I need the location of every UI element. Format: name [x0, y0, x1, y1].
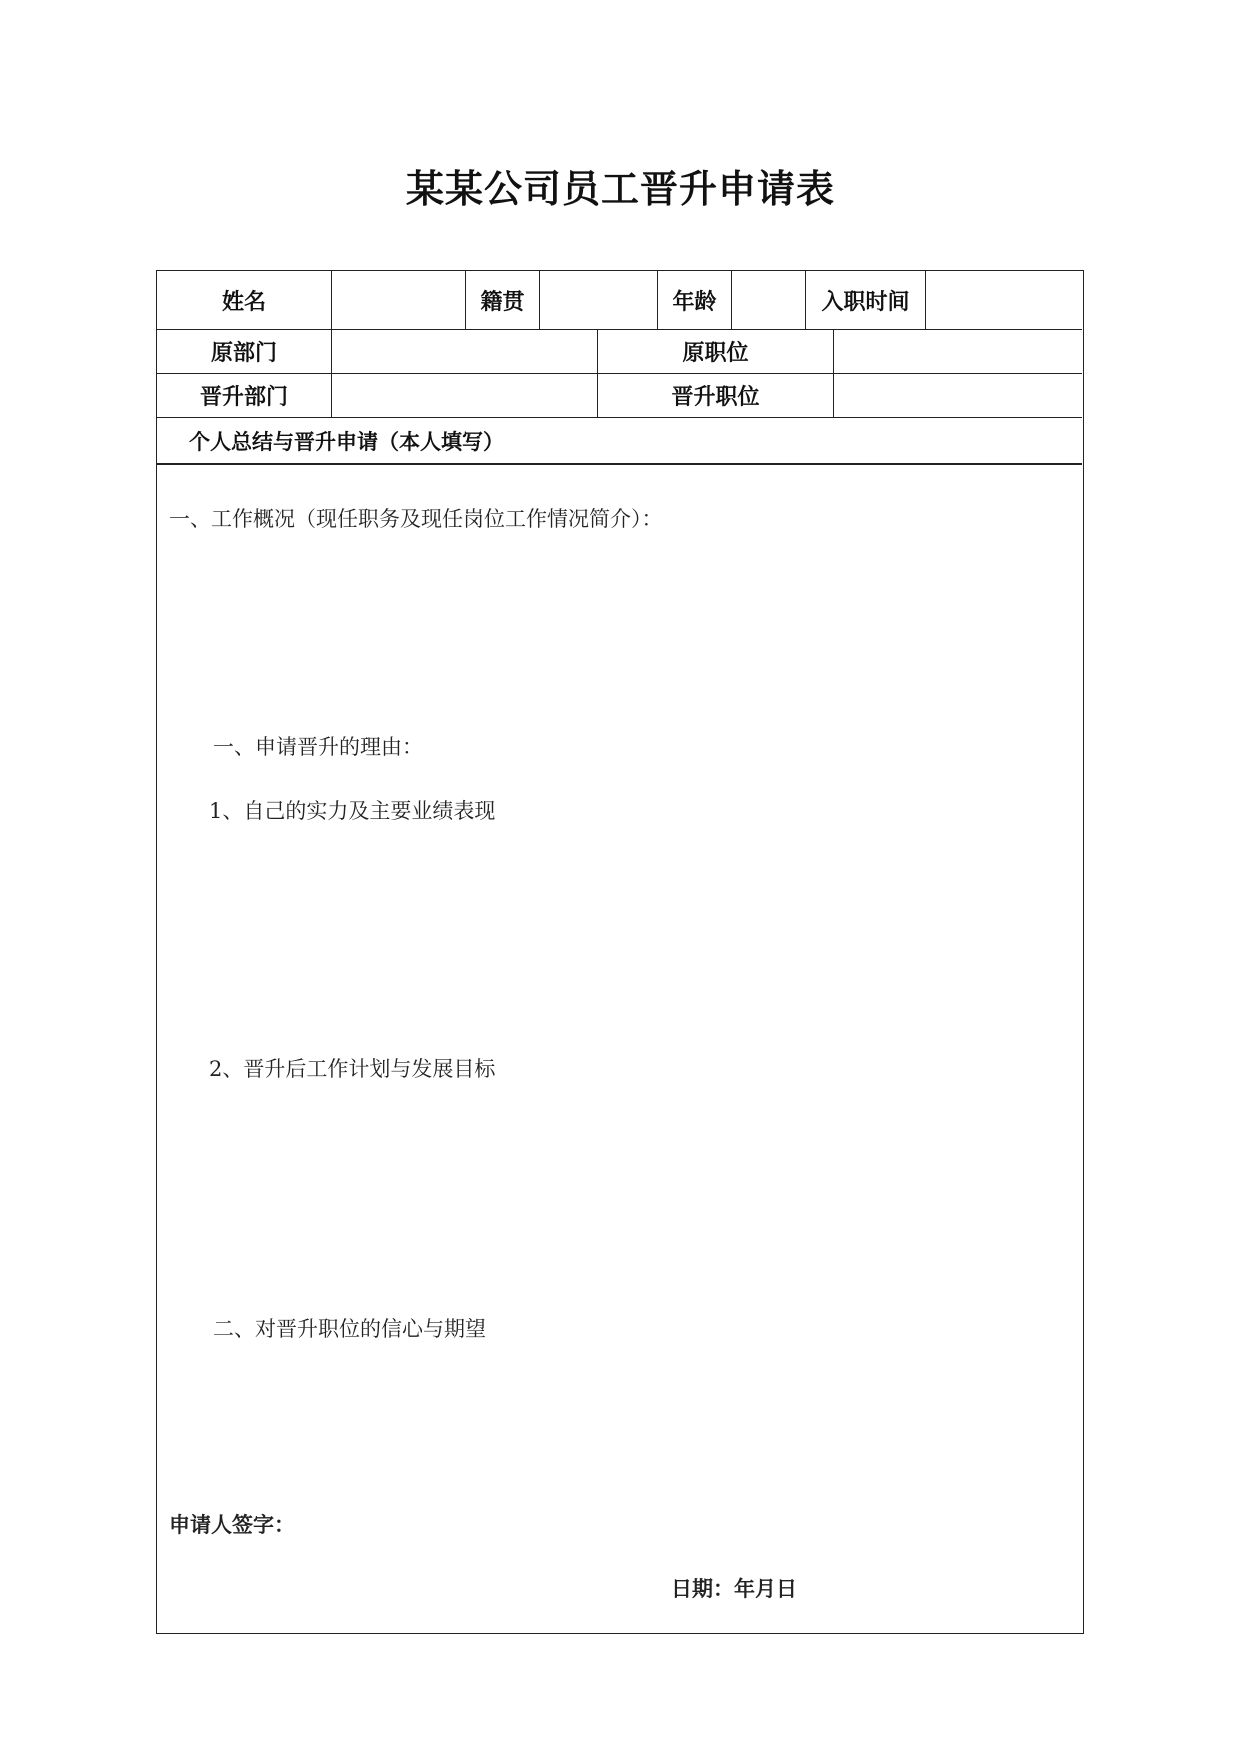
promo-dept-label: 晋升部门 [157, 374, 332, 418]
reason-item-1: 1、自己的实力及主要业绩表现 [209, 799, 496, 823]
orig-dept-field[interactable] [332, 330, 598, 374]
promo-position-field[interactable] [834, 374, 1082, 418]
page-title: 某某公司员工晋升申请表 [405, 167, 835, 211]
hire-date-field[interactable] [926, 271, 1082, 330]
reason-item-2: 2、晋升后工作计划与发展目标 [209, 1057, 496, 1081]
hire-date-label: 入职时间 [806, 271, 926, 330]
orig-position-field[interactable] [834, 330, 1082, 374]
name-label: 姓名 [157, 271, 332, 330]
section-header: 个人总结与晋升申请（本人填写） [157, 418, 1082, 465]
date-label: 日期：年月日 [671, 1577, 797, 1601]
age-label: 年龄 [658, 271, 732, 330]
promotion-form [156, 270, 1084, 1634]
confidence-heading: 二、对晋升职位的信心与期望 [213, 1317, 486, 1341]
orig-position-label: 原职位 [598, 330, 834, 374]
promo-position-label: 晋升职位 [598, 374, 834, 418]
native-place-field[interactable] [540, 271, 658, 330]
work-overview-heading: 一、工作概况（现任职务及现任岗位工作情况简介）： [169, 507, 663, 531]
name-field[interactable] [332, 271, 466, 330]
reason-heading: 一、申请晋升的理由： [213, 735, 423, 759]
signature-label: 申请人签字： [169, 1513, 295, 1537]
native-place-label: 籍贯 [466, 271, 540, 330]
orig-dept-label: 原部门 [157, 330, 332, 374]
promo-dept-field[interactable] [332, 374, 598, 418]
age-field[interactable] [732, 271, 806, 330]
